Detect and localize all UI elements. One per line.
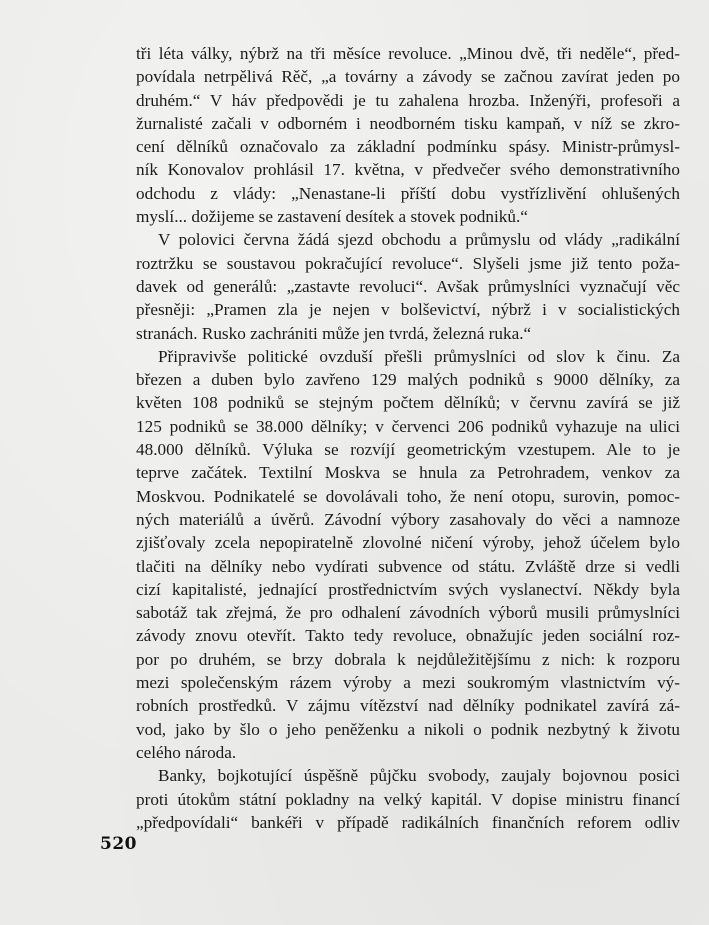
text-line: mezi společenským rázem výroby a mezi soukromým vlastnictvím vý-: [136, 673, 680, 693]
text-line: celého národa.: [136, 742, 237, 762]
text-line: davek od generálů: „zastavte revoluci“. Avšak průmyslníci vyznačují věc: [136, 276, 680, 296]
text-line: zjišťovaly zcela nepopiratelně zlovolné ničení výroby, jehož účelem bylo: [136, 533, 680, 553]
text-line: tlačiti na dělníky nebo vydírati subvence od státu. Zvláště drze si vedli: [136, 556, 680, 576]
paragraph-1: [136, 42, 680, 228]
paragraph-2: [136, 228, 680, 344]
text-line: Moskvou. Podnikatelé se dovolávali toho, že není otopu, surovin, pomoc-: [136, 486, 680, 506]
text-line: teprve začátek. Textilní Moskva se hnula za Petrohradem, venkov za: [136, 463, 680, 483]
paragraph-3: [136, 345, 680, 764]
text-line: cizí kapitalisté, jednající prostřednictvím svých vyslanectví. Někdy byla: [136, 579, 680, 599]
text-line: myslí... dožijeme se zastavení desítek a stovek podniků.“: [136, 207, 528, 227]
text-line: Připravivše politické ovzduší přešli průmyslníci od slov k činu. Za: [158, 346, 680, 366]
text-line: cení dělníků označovalo za základní podmínku spásy. Ministr-průmysl-: [136, 137, 680, 157]
text-line: květen 108 podniků se stejným počtem dělníků; v červnu zavírá se již: [136, 393, 680, 413]
text-line: Banky, bojkotující úspěšně půjčku svobody, zaujaly bojovnou posici: [158, 766, 680, 786]
text-line: stranách. Rusko zachrániti může jen tvrdá, železná ruka.“: [136, 323, 532, 343]
text-line: odchodu z vlády: „Nenastane-li příští dobu vystřízlivění ohlušených: [136, 183, 680, 203]
text-line: tři léta války, nýbrž na tři měsíce revoluce. „Minou dvě, tři neděle“, před-: [136, 44, 680, 63]
text-line: 48.000 dělníků. Výluka se rozvíjí geometrickým vzestupem. Ale to je: [136, 440, 680, 460]
text-line: přesněji: „Pramen zla je nejen v bolševictví, nýbrž i v socialistických: [136, 300, 680, 320]
text-line: robních prostředků. V zájmu vítězství nad dělníky podnikatel zavírá zá-: [136, 696, 680, 716]
text-line: V polovici června žádá sjezd obchodu a průmyslu od vlády „radikální: [158, 230, 680, 250]
text-line: por po druhém, se brzy dobrala k nejdůležitějšímu z nich: k rozporu: [136, 649, 680, 669]
text-line: vod, jako by šlo o jeho peněženku a nikoli o podnik nezbytný k životu: [136, 719, 680, 739]
text-line: 125 podniků se 38.000 dělníky; v červenci 206 podniků vyhazuje na ulici: [136, 416, 680, 436]
text-line: závody znovu otevřít. Takto tedy revoluce, obnažujíc jeden sociální roz-: [136, 626, 680, 646]
text-line: žurnalisté začali v odborném i neodborném tisku kampaň, v níž se zkro-: [136, 113, 680, 133]
text-line: ných materiálů a úvěrů. Závodní výbory zasahovaly do věci a namnoze: [136, 509, 680, 529]
text-line: povídala netrpělivá Rěč, „a továrny a závody se začnou zavírat jeden po: [136, 67, 680, 87]
text-line: březen a duben bylo zavřeno 129 malých podniků s 9000 dělníky, za: [136, 370, 680, 390]
text-line: roztržku se soustavou pokračující revoluce“. Slyšeli jsme již tento poža-: [136, 253, 680, 273]
text-line: druhém.“ V háv předpovědi je tu zahalena hrozba. Inženýři, profesoři a: [136, 90, 680, 110]
body-text: [136, 42, 680, 834]
text-line: sabotáž tak zřejmá, že pro odhalení závodních výborů musili průmyslníci: [136, 603, 680, 623]
paragraph-4: [136, 764, 680, 834]
text-line: ník Konovalov prohlásil 17. května, v předvečer svého demonstrativního: [136, 160, 680, 180]
page-number: 520: [100, 834, 137, 854]
text-line: proti útokům státní pokladny na velký kapitál. V dopise ministru financí: [136, 789, 680, 809]
text-line: „předpovídali“ bankéři v případě radikálních finančních reforem odliv: [136, 812, 680, 832]
